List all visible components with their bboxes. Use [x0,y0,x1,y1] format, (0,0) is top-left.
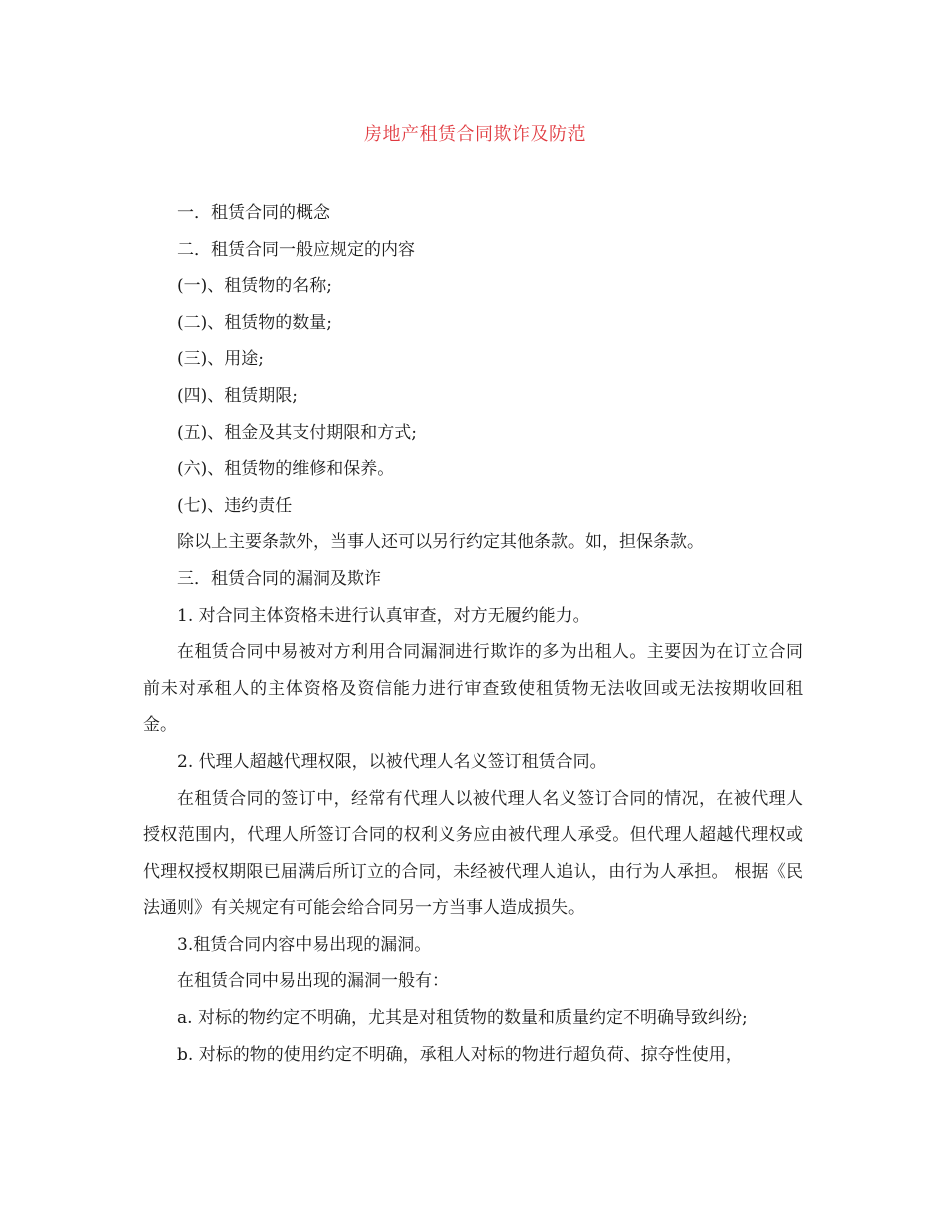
paragraph: (七)、违约责任 [177,495,293,516]
paragraph: 在租赁合同的签订中，经常有代理人以被代理人名义签订合同的情况，在被代理人授权范围内，代理人所签订合同的权利义务应由被代理人承受。但代理人超越代理权或代理权授权期限已届满后所订立的合同，未经被代理人追认，由行为人承担。 根据《民法通则》有关规定有可能会给合同另一方当事人造成损失。 [143,788,803,919]
paragraph: 3.租赁合同内容中易出现的漏洞。 [177,934,432,955]
document-title: 房地产租赁合同欺诈及防范 [364,124,586,145]
paragraph: (五)、租金及其支付期限和方式; [177,422,417,443]
paragraph: (一)、租赁物的名称; [177,276,332,297]
paragraph: (四)、租赁期限; [177,385,298,406]
paragraph: 在租赁合同中易被对方利用合同漏洞进行欺诈的多为出租人。主要因为在订立合同前未对承租人的主体资格及资信能力进行审查致使租赁物无法收回或无法按期收回租金。 [143,642,803,736]
paragraph: 除以上主要条款外，当事人还可以另行约定其他条款。如，担保条款。 [177,532,704,553]
paragraph: b. 对标的物的使用约定不明确，承租人对标的物进行超负荷、掠夺性使用， [177,1044,743,1065]
paragraph: 一．租赁合同的概念 [177,203,330,223]
paragraph: 在租赁合同中易出现的漏洞一般有： [177,971,449,992]
paragraph: (二)、租赁物的数量; [177,312,332,333]
paragraph: (三)、用途; [177,349,264,370]
paragraph: 三．租赁合同的漏洞及欺诈 [177,568,381,589]
paragraph: 2. 代理人超越代理权限，以被代理人名义签订租赁合同。 [177,751,607,772]
document-body [143,195,803,1073]
paragraph: a. 对标的物约定不明确，尤其是对租赁物的数量和质量约定不明确导致纠纷; [177,1008,748,1029]
paragraph: 二．租赁合同一般应规定的内容 [177,239,415,260]
paragraph: 1. 对合同主体资格未进行认真审查，对方无履约能力。 [177,605,590,626]
paragraph: (六)、租赁物的维修和保养。 [177,459,395,480]
